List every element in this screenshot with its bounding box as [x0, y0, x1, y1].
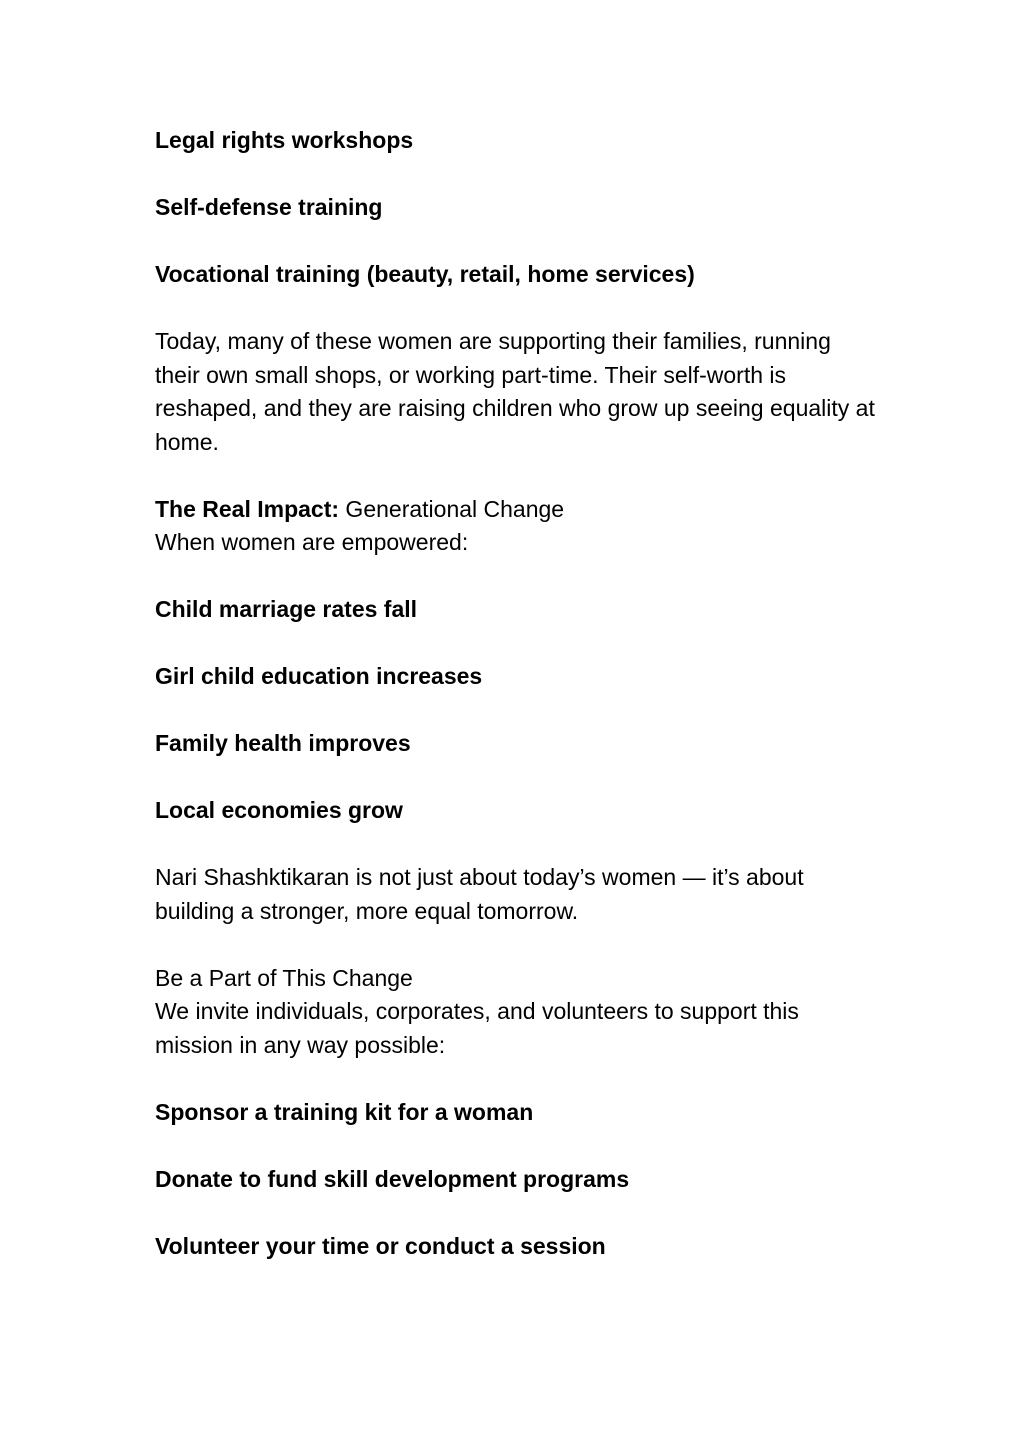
paragraph-today: Today, many of these women are supporting their families, running their own small shops, or working part-time. Their self-worth is reshaped, and they are raising children who grow up seeing equality at home.: [155, 328, 875, 455]
change-intro: We invite individuals, corporates, and volunteers to support this mission in any way possible:: [155, 998, 799, 1058]
support-item-volunteer: Volunteer your time or conduct a session: [155, 1232, 606, 1259]
list-item-self-defense: Self-defense training: [155, 194, 383, 220]
change-section: [155, 962, 875, 1063]
support-item-sponsor: Sponsor a training kit for a woman: [155, 1098, 534, 1125]
impact-item-family-health: Family health improves: [155, 730, 411, 756]
impact-item-local-economies: Local economies grow: [155, 797, 403, 823]
impact-item-girl-education: Girl child education increases: [155, 663, 483, 689]
paragraph-nari: Nari Shashktikaran is not just about today’s women — it’s about building a stronger, more equal tomorrow.: [155, 864, 804, 924]
impact-intro: When women are empowered:: [155, 529, 469, 555]
change-title: Be a Part of This Change: [155, 964, 413, 991]
support-item-donate: Donate to fund skill development programs: [155, 1165, 630, 1192]
impact-title: Generational Change: [339, 495, 565, 522]
impact-label: The Real Impact:: [155, 495, 340, 522]
document-body: [155, 124, 875, 1297]
impact-item-child-marriage: Child marriage rates fall: [155, 596, 418, 622]
list-item-legal-rights: Legal rights workshops: [155, 127, 414, 153]
list-item-vocational: Vocational training (beauty, retail, home services): [155, 261, 695, 287]
impact-section: [155, 493, 875, 560]
